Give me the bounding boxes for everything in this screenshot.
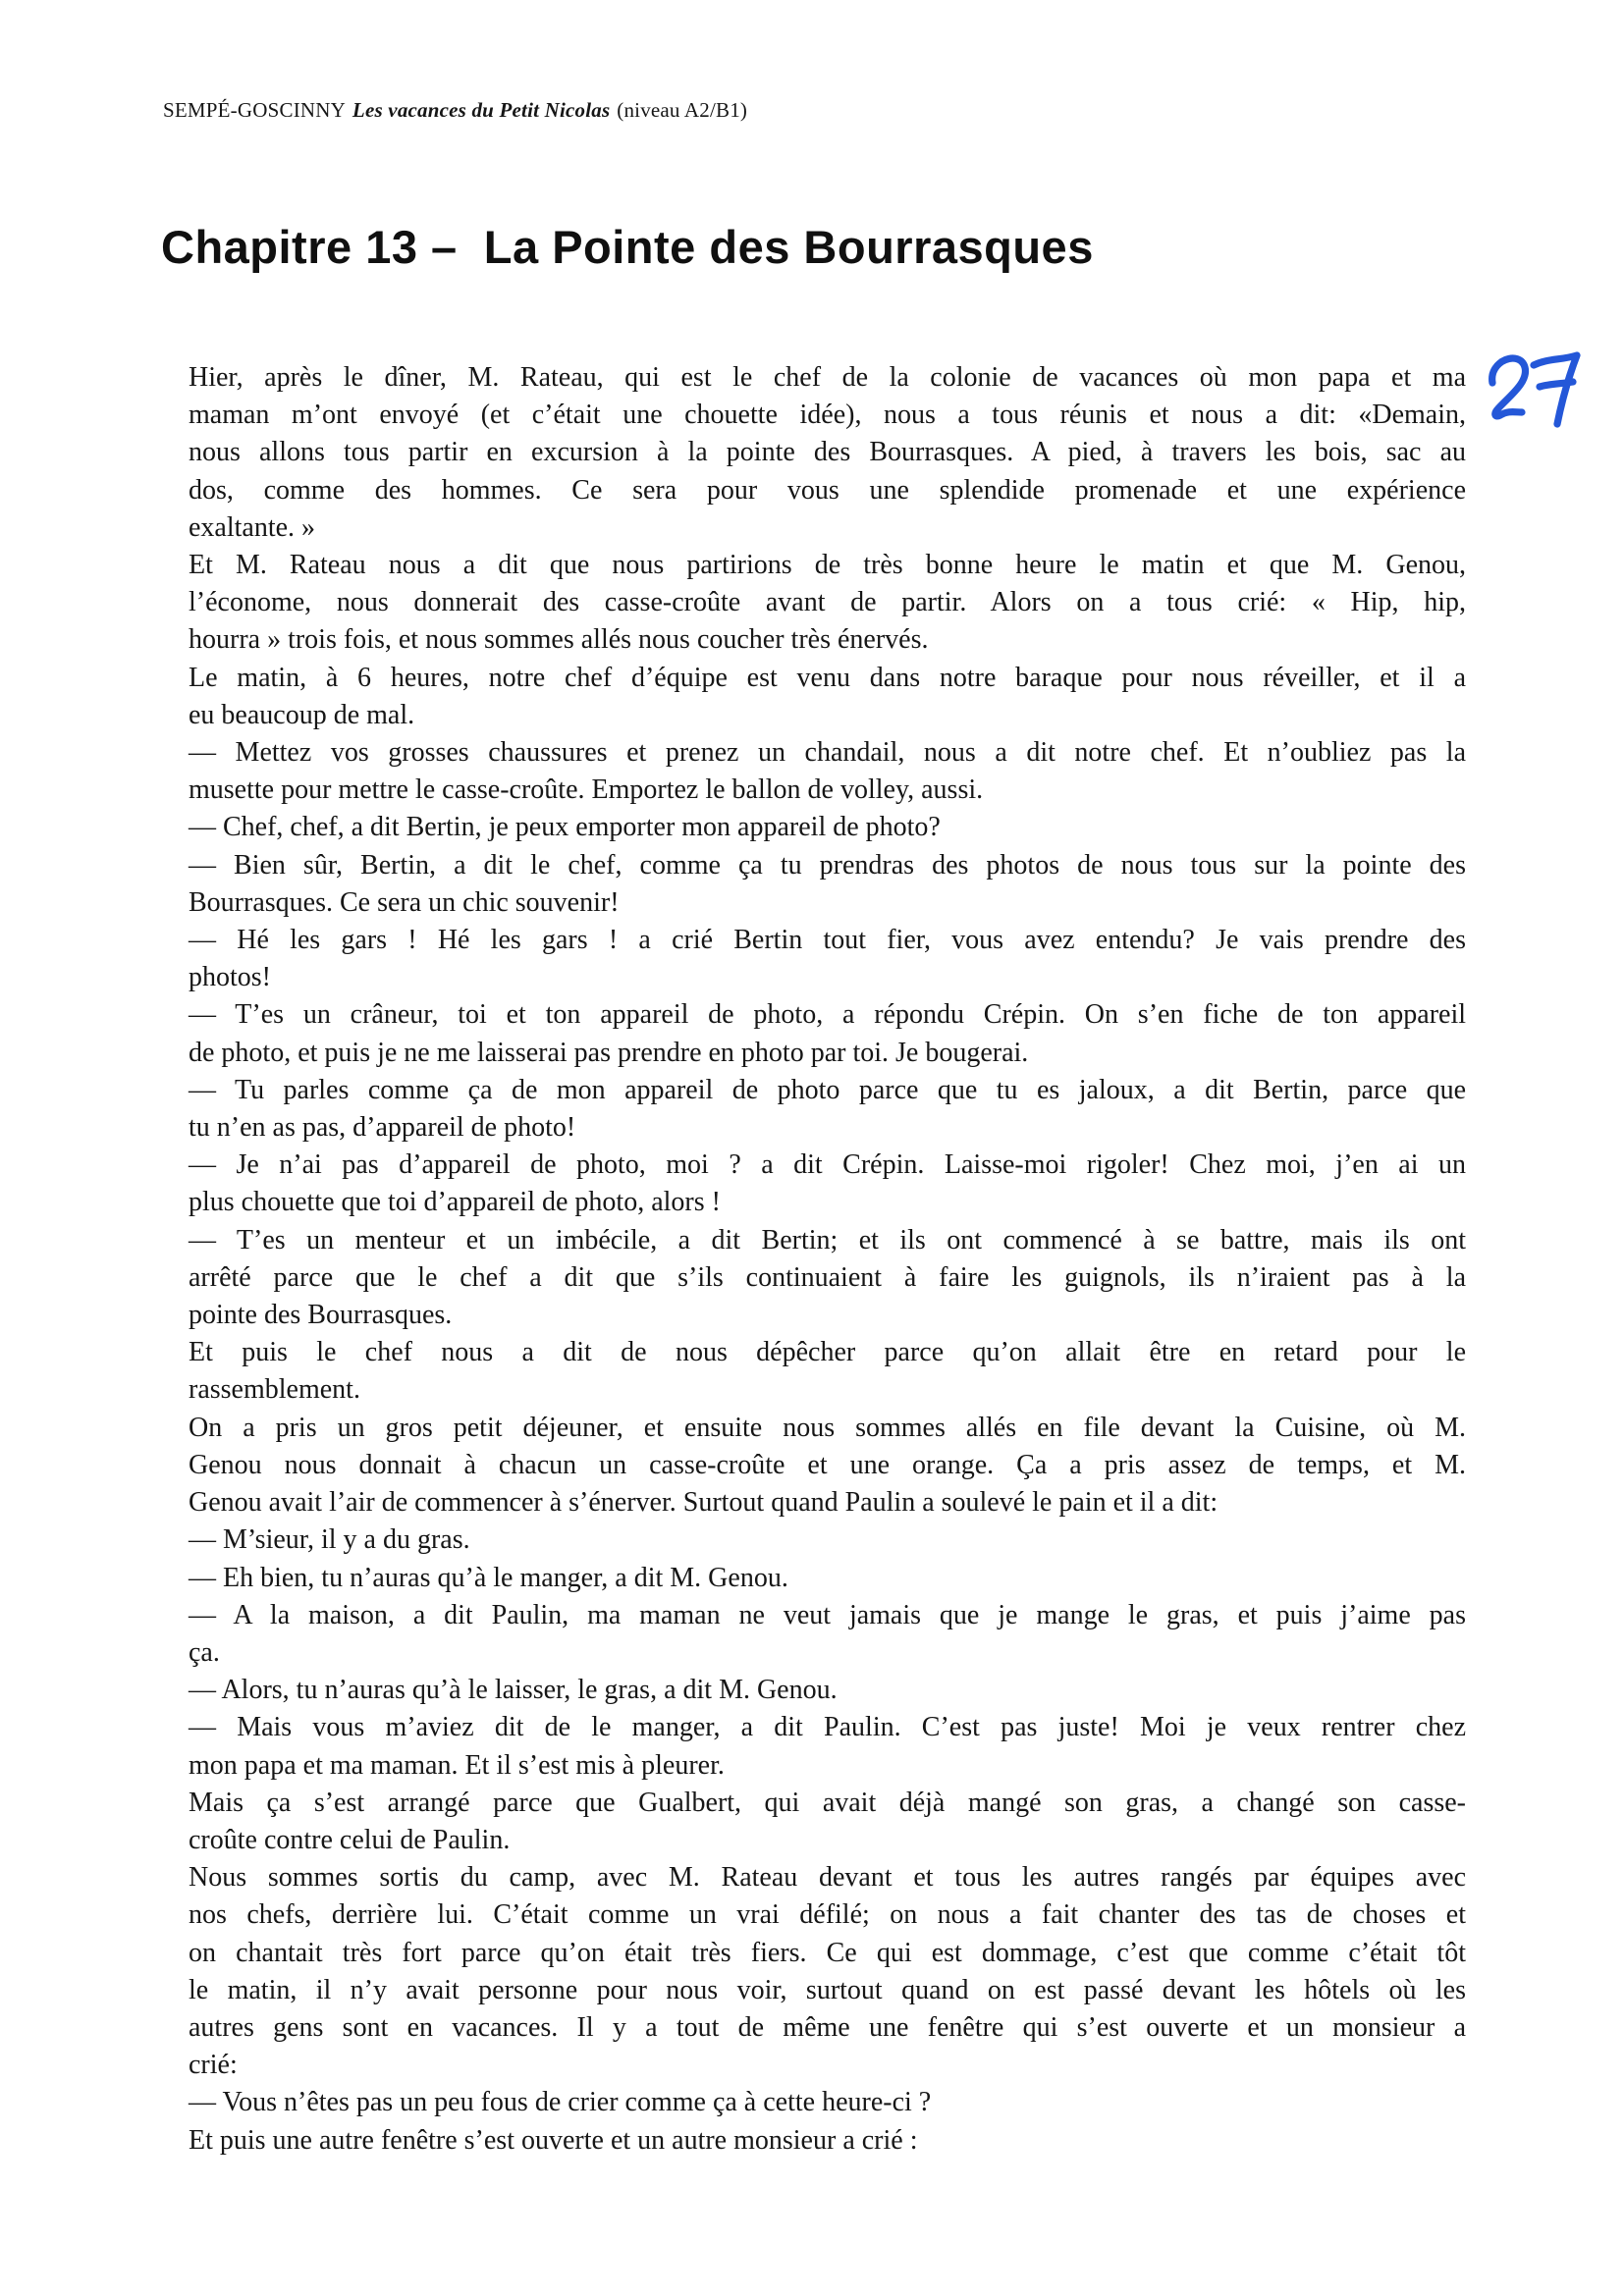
header-author: SEMPÉ-GOSCINNY	[163, 98, 346, 122]
text-line: nous allons tous partir en excursion à la pointe des Bourrasques. A pied, à travers les bois, sac au	[189, 437, 1466, 468]
text-line: exaltante. »	[189, 511, 316, 543]
text-line: dos, comme des hommes. Ce sera pour vous une splendide promenade et une expérience	[189, 474, 1466, 506]
text-line: On a pris un gros petit déjeuner, et ensuite nous sommes allés en file devant la Cuisine, où M.	[189, 1412, 1466, 1443]
header-level-note: (niveau A2/B1)	[617, 98, 748, 122]
text-line: le matin, il n’y avait personne pour nous voir, surtout quand on est passé devant les hôtels où les	[189, 1974, 1466, 2005]
text-line: eu beaucoup de mal.	[189, 699, 415, 730]
text-line: Et M. Rateau nous a dit que nous partirions de très bonne heure le matin et que M. Genou,	[189, 550, 1466, 581]
text-line: Genou avait l’air de commencer à s’énerver. Surtout quand Paulin a soulevé le pain et il a dit:	[189, 1487, 1218, 1519]
text-line: — Hé les gars ! Hé les gars ! a crié Bertin tout fier, vous avez entendu? Je vais prendre des	[189, 925, 1466, 956]
text-line: on chantait très fort parce qu’on était très fiers. Ce qui est dommage, c’est que comme c’était tôt	[189, 1937, 1466, 1968]
text-line: — Eh bien, tu n’auras qu’à le manger, a dit M. Genou.	[189, 1562, 788, 1593]
text-line: musette pour mettre le casse-croûte. Emportez le ballon de volley, aussi.	[189, 774, 984, 806]
text-line: rassemblement.	[189, 1374, 360, 1406]
text-line: — Tu parles comme ça de mon appareil de photo parce que tu es jaloux, a dit Bertin, parce que	[189, 1074, 1466, 1105]
text-line: autres gens sont en vacances. Il y a tout de même une fenêtre qui s’est ouverte et un monsieur a	[189, 2011, 1466, 2043]
text-line: photos!	[189, 962, 271, 993]
header-book-title: Les vacances du Petit Nicolas	[352, 98, 611, 122]
chapter-body	[189, 359, 1466, 2160]
chapter-title: Chapitre 13 – La Pointe des Bourrasques	[161, 221, 1094, 273]
text-line: mon papa et ma maman. Et il s’est mis à pleurer.	[189, 1749, 725, 1781]
text-line: — Bien sûr, Bertin, a dit le chef, comme ça tu prendras des photos de nous tous sur la pointe des	[189, 849, 1466, 881]
text-line: plus chouette que toi d’appareil de photo, alors !	[189, 1187, 721, 1218]
text-line: Hier, après le dîner, M. Rateau, qui est le chef de la colonie de vacances où mon papa et ma	[189, 362, 1466, 393]
digit-2-stroke	[1492, 358, 1526, 416]
text-line: pointe des Bourrasques.	[189, 1300, 453, 1331]
text-line: — T’es un crâneur, toi et ton appareil de photo, a répondu Crépin. On s’en fiche de ton appareil	[189, 999, 1466, 1031]
text-line: — M’sieur, il y a du gras.	[189, 1524, 470, 1556]
text-line: arrêté parce que le chef a dit que s’ils continuaient à faire les guignols, ils n’iraient pas à la	[189, 1261, 1466, 1293]
text-line: maman m’ont envoyé (et c’était une chouette idée), nous a tous réunis et nous a dit: «Demain,	[189, 400, 1466, 431]
text-line: Et puis le chef nous a dit de nous dépêcher parce qu’on allait être en retard pour le	[189, 1337, 1466, 1368]
text-line: Mais ça s’est arrangé parce que Gualbert, qui avait déjà mangé son gras, a changé son casse-	[189, 1787, 1466, 1818]
text-line: — Mettez vos grosses chaussures et prenez un chandail, nous a dit notre chef. Et n’oubliez pas la	[189, 737, 1466, 769]
text-line: — Alors, tu n’auras qu’à le laisser, le gras, a dit M. Genou.	[189, 1675, 838, 1706]
text-line: — T’es un menteur et un imbécile, a dit Bertin; et ils ont commencé à se battre, mais ils ont	[189, 1224, 1466, 1255]
text-line: crié:	[189, 2050, 238, 2081]
text-line: Et puis une autre fenêtre s’est ouverte et un autre monsieur a crié :	[189, 2124, 918, 2156]
text-line: l’économe, nous donnerait des casse-croûte avant de partir. Alors on a tous crié: « Hip, hip,	[189, 587, 1466, 618]
text-line: hourra » trois fois, et nous sommes allés nous coucher très énervés.	[189, 624, 929, 656]
text-line: croûte contre celui de Paulin.	[189, 1824, 511, 1855]
text-line: Le matin, à 6 heures, notre chef d’équipe est venu dans notre baraque pour nous réveiller, et il a	[189, 662, 1466, 693]
text-line: tu n’en as pas, d’appareil de photo!	[189, 1112, 576, 1144]
text-line: — Chef, chef, a dit Bertin, je peux emporter mon appareil de photo?	[189, 812, 941, 843]
text-line: ça.	[189, 1636, 220, 1668]
text-line: — A la maison, a dit Paulin, ma maman ne veut jamais que je mange le gras, et puis j’aime pas	[189, 1599, 1466, 1630]
handwritten-27-ink	[1485, 347, 1587, 437]
text-line: Genou nous donnait à chacun un casse-croûte et une orange. Ça a pris assez de temps, et M.	[189, 1449, 1466, 1480]
text-line: Bourrasques. Ce sera un chic souvenir!	[189, 886, 620, 918]
text-line: — Je n’ai pas d’appareil de photo, moi ? a dit Crépin. Laisse-moi rigoler! Chez moi, j’en ai un	[189, 1149, 1466, 1181]
text-line: de photo, et puis je ne me laisserai pas prendre en photo par toi. Je bougerai.	[189, 1037, 1029, 1068]
handwritten-page-number	[1485, 347, 1587, 437]
text-line: Nous sommes sortis du camp, avec M. Rateau devant et tous les autres rangés par équipes avec	[189, 1862, 1466, 1894]
text-line: — Mais vous m’aviez dit de le manger, a dit Paulin. C’est pas juste! Moi je veux rentrer chez	[189, 1712, 1466, 1743]
digit-7-crossbar-stroke	[1540, 382, 1573, 387]
text-line: nos chefs, derrière lui. C’était comme un vrai défilé; on nous a fait chanter des tas de choses et	[189, 1899, 1466, 1931]
text-line: — Vous n’êtes pas un peu fous de crier comme ça à cette heure-ci ?	[189, 2087, 932, 2118]
running-header	[163, 97, 747, 123]
